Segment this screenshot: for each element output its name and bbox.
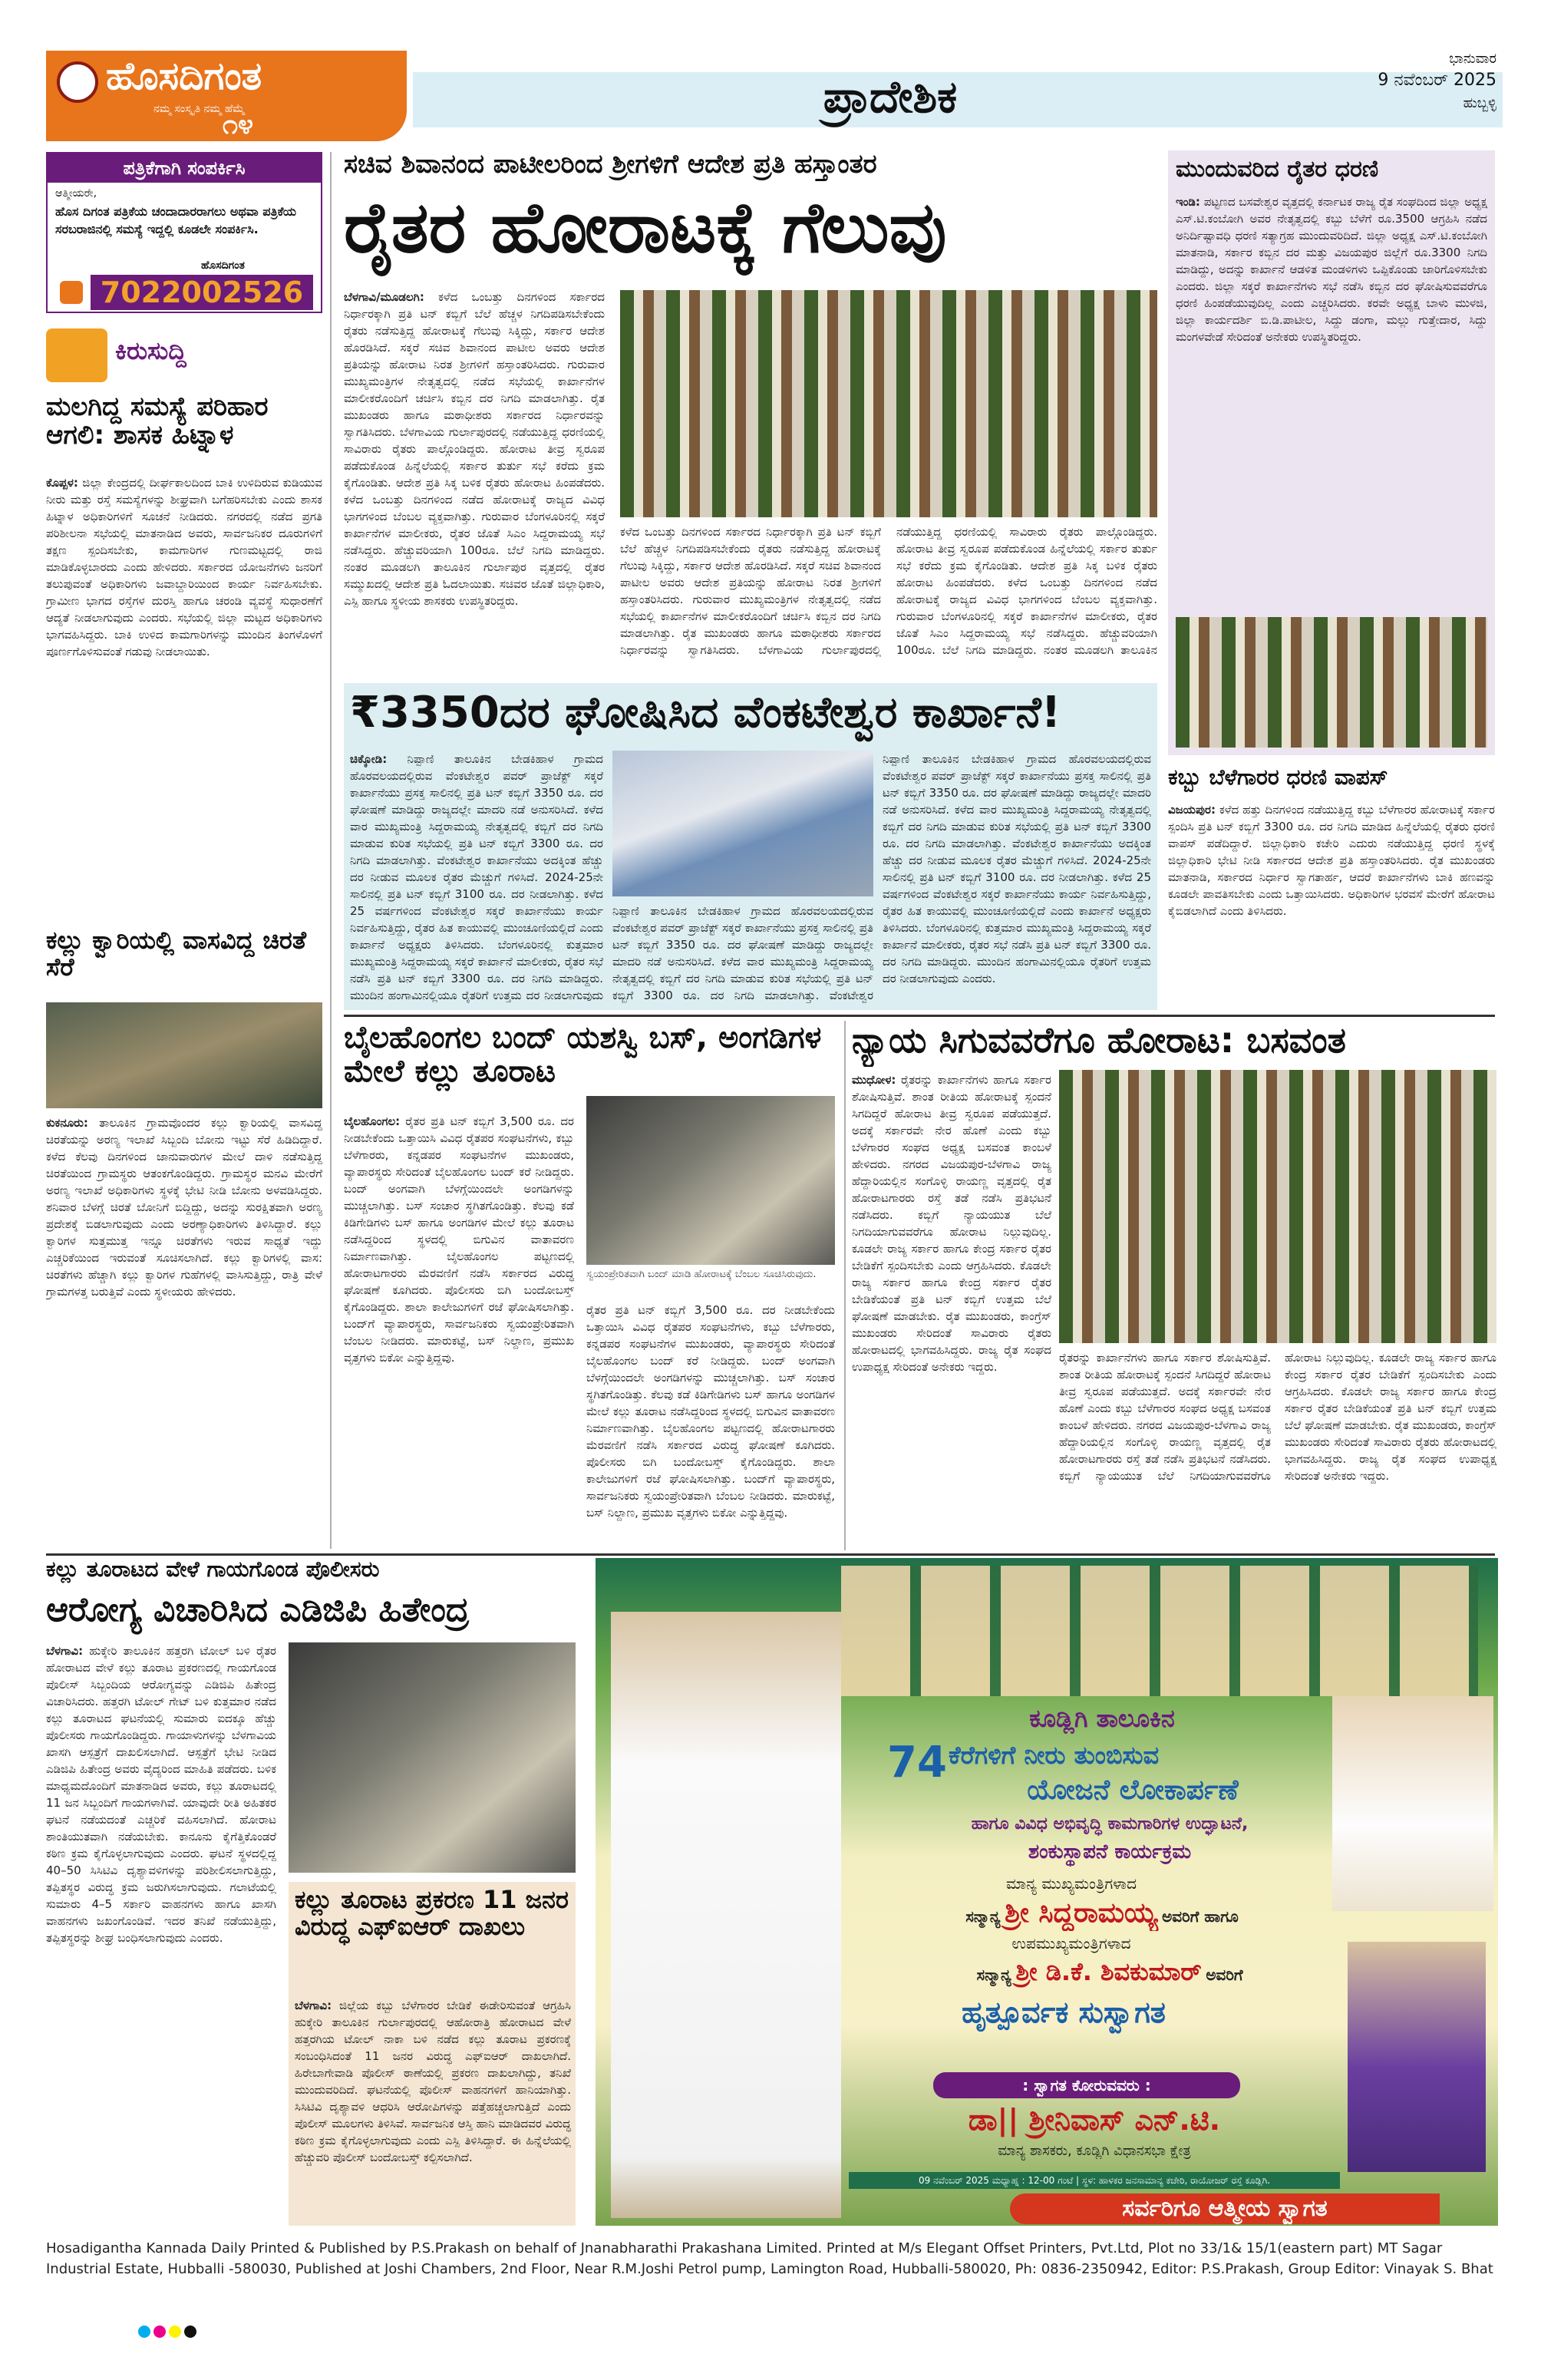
ad-dcm-line — [872, 1957, 1348, 1991]
lead-dateline: ಬೆಳಗಾವಿ/ಮೂಡಲಗಿ: — [344, 290, 424, 304]
mid-story-text-col3: ನಿಪ್ಪಾಣಿ ತಾಲೂಕಿನ ಬೇಡಕಿಹಾಳ ಗ್ರಾಮದ ಹೊರವಲಯದಲ್ಲಿರುವ ವೆಂಕಟೇಶ್ವರ ಪವರ್ ಪ್ರಾಜೆಕ್ಟ್ ಸಕ್ಕರೆ ಕಾರ್ಖಾನೆಯು ಪ್ರಸಕ್ತ ಸಾಲಿನಲ್ಲಿ ಪ್ರತಿ ಟನ್ ಕಬ್ಬಿಗೆ 3350 ರೂ. ದರ ಘೋಷಣೆ ಮಾಡಿದ್ದು ರಾಜ್ಯದಲ್ಲೇ ಮಾದರಿ ನಡೆ ಅನುಸರಿಸಿದೆ. ಕಳೆದ ವಾರ ಮುಖ್ಯಮಂತ್ರಿ ಸಿದ್ದರಾಮಯ್ಯ ನೇತೃತ್ವದಲ್ಲಿ ಕಬ್ಬಿಗೆ ದರ ನಿಗದಿ ಮಾಡುವ ಕುರಿತ ಸಭೆಯಲ್ಲಿ ಪ್ರತಿ ಟನ್ ಕಬ್ಬಿಗೆ 3300 ರೂ. ದರ ನಿಗದಿ ಮಾಡಲಾಗಿತ್ತು. ವೆಂಕಟೇಶ್ವರ ಕಾರ್ಖಾನೆಯು ಅದಕ್ಕಿಂತ ಹೆಚ್ಚು ದರ ನೀಡುವ ಮೂಲಕ ರೈತರ ಮೆಚ್ಚುಗೆ ಗಳಿಸಿದೆ. 2024-25ನೇ ಸಾಲಿನಲ್ಲಿ ಪ್ರತಿ ಟನ್ ಕಬ್ಬಿಗೆ 3100 ರೂ. ದರ ನೀಡಲಾಗಿತ್ತು. ಕಳೆದ 25 ವರ್ಷಗಳಿಂದ ವೆಂಕಟೇಶ್ವರ ಸಕ್ಕರೆ ಕಾರ್ಖಾನೆಯು ಕಾರ್ಯ ನಿರ್ವಹಿಸುತ್ತಿದ್ದು, ರೈತರ ಹಿತ ಕಾಯುವಲ್ಲಿ ಮುಂಚೂಣಿಯಲ್ಲಿದೆ ಎಂದು ಕಾರ್ಖಾನೆ ಅಧ್ಯಕ್ಷರು ತಿಳಿಸಿದರು. ಬೆಂಗಳೂರಿನಲ್ಲಿ ಕುತ್ತಮಾರ ಮುಖ್ಯಮಂತ್ರಿ ಸಿದ್ದರಾಮಯ್ಯ ಸಕ್ಕರೆ ಕಾರ್ಖಾನೆ ಮಾಲೀಕರು, ರೈತರ ಸಭೆ ನಡೆಸಿ ಪ್ರತಿ ಟನ್ ಕಬ್ಬಿಗೆ 3300 ರೂ. ದರ ನಿಗದಿ ಮಾಡಿದ್ದರು. ಮುಂದಿನ ಹಂಗಾಮಿನಲ್ಲಿಯೂ ರೈತರಿಗೆ ಉತ್ತಮ ದರ ನೀಡಲಾಗುವುದು ಎಂದರು. — [883, 752, 1151, 985]
basavanta-headline: ನ್ಯಾಯ ಸಿಗುವವರೆಗೂ ಹೋರಾಟ: ಬಸವಂತ — [852, 1021, 1347, 1061]
lead-kicker: ಸಚಿವ ಶಿವಾನಂದ ಪಾಟೀಲರಿಂದ ಶ್ರೀಗಳಿಗೆ ಆದೇಶ ಪ್ರತಿ ಹಸ್ತಾಂತರ — [344, 150, 877, 180]
left-story2-text: ತಾಲೂಕಿನ ಗ್ರಾಮವೊಂದರ ಕಲ್ಲು ಕ್ವಾರಿಯಲ್ಲಿ ವಾಸವಿದ್ದ ಚಿರತೆಯನ್ನು ಅರಣ್ಯ ಇಲಾಖೆ ಸಿಬ್ಬಂದಿ ಬೋನು ಇಟ್ಟು ಸೆರೆ ಹಿಡಿದಿದ್ದಾರೆ. ಕಳೆದ ಕೆಲವು ದಿನಗಳಿಂದ ಜಾನುವಾರುಗಳ ಮೇಲೆ ದಾಳಿ ನಡೆಸುತ್ತಿದ್ದ ಚಿರತೆಯಿಂದ ಗ್ರಾಮಸ್ಥರು ಆತಂಕಗೊಂಡಿದ್ದರು. ಗ್ರಾಮಸ್ಥರ ಮನವಿ ಮೇರೆಗೆ ಅರಣ್ಯ ಇಲಾಖೆ ಅಧಿಕಾರಿಗಳು ಸ್ಥಳಕ್ಕೆ ಭೇಟಿ ನೀಡಿ ಬೋನು ಅಳವಡಿಸಿದ್ದರು. ಶನಿವಾರ ಬೆಳಗ್ಗೆ ಚಿರತೆ ಬೋನಿಗೆ ಬಿದ್ದಿದ್ದು, ಅದನ್ನು ಸುರಕ್ಷಿತವಾಗಿ ಅರಣ್ಯ ಪ್ರದೇಶಕ್ಕೆ ಬಿಡಲಾಗುವುದು ಎಂದು ಅರಣ್ಯಾಧಿಕಾರಿಗಳು ತಿಳಿಸಿದ್ದಾರೆ. ಕಲ್ಲು ಕ್ವಾರಿಗಳ ಸುತ್ತಮುತ್ತ ಇನ್ನೂ ಚಿರತೆಗಳು ಇರುವ ಸಾಧ್ಯತೆ ಇದ್ದು ಎಚ್ಚರಿಕೆಯಿಂದ ಇರುವಂತೆ ಸೂಚಿಸಲಾಗಿದೆ. ಕಲ್ಲು ಕ್ವಾರಿಗಳಲ್ಲಿ ವಾಸ: ಚಿರತೆಗಳು ಹೆಚ್ಚಾಗಿ ಕಲ್ಲು ಕ್ವಾರಿಗಳ ಗುಹೆಗಳಲ್ಲಿ ವಾಸಿಸುತ್ತಿದ್ದು, ರಾತ್ರಿ ವೇಳೆ ಗ್ರಾಮಗಳತ್ತ ಬರುತ್ತಿವೆ ಎಂದು ಸ್ಥಳೀಯರು ಹೇಳಿದರು. — [46, 1116, 322, 1299]
ad-cm-line — [872, 1897, 1332, 1931]
bus-story-text-col2: ರೈತರ ಪ್ರತಿ ಟನ್ ಕಬ್ಬಿಗೆ 3,500 ರೂ. ದರ ನೀಡಬೇಕೆಂದು ಒತ್ತಾಯಿಸಿ ವಿವಿಧ ರೈತಪರ ಸಂಘಟನೆಗಳು, ಕಬ್ಬು ಬೆಳೆಗಾರರು, ಕನ್ನಡಪರ ಸಂಘಟನೆಗಳ ಮುಖಂಡರು, ವ್ಯಾಪಾರಸ್ಥರು ಸೇರಿದಂತೆ ಬೈಲಹೊಂಗಲ ಬಂದ್ ಕರೆ ನೀಡಿದ್ದರು. ಬಂದ್ ಅಂಗವಾಗಿ ಬೆಳಗ್ಗೆಯಿಂದಲೇ ಅಂಗಡಿಗಳನ್ನು ಮುಚ್ಚಲಾಗಿತ್ತು. ಬಸ್ ಸಂಚಾರ ಸ್ಥಗಿತಗೊಂಡಿತ್ತು. ಕೆಲವು ಕಡೆ ಕಿಡಿಗೇಡಿಗಳು ಬಸ್ ಹಾಗೂ ಅಂಗಡಿಗಳ ಮೇಲೆ ಕಲ್ಲು ತೂರಾಟ ನಡೆಸಿದ್ದರಿಂದ ಸ್ಥಳದಲ್ಲಿ ಬಿಗುವಿನ ವಾತಾವರಣ ನಿರ್ಮಾಣವಾಗಿತ್ತು. ಬೈಲಹೊಂಗಲ ಪಟ್ಟಣದಲ್ಲಿ ಹೋರಾಟಗಾರರು ಮೆರವಣಿಗೆ ನಡೆಸಿ ಸರ್ಕಾರದ ವಿರುದ್ಧ ಘೋಷಣೆ ಕೂಗಿದರು. ಪೊಲೀಸರು ಬಿಗಿ ಬಂದೋಬಸ್ತ್ ಕೈಗೊಂಡಿದ್ದರು. ಶಾಲಾ ಕಾಲೇಜುಗಳಿಗೆ ರಜೆ ಘೋಷಿಸಲಾಗಿತ್ತು. ಬಂದ್‌ಗೆ ವ್ಯಾಪಾರಸ್ಥರು, ಸಾರ್ವಜನಿಕರು ಸ್ವಯಂಪ್ರೇರಿತವಾಗಿ ಬೆಂಬಲ ನೀಡಿದರು. ಮಾರುಕಟ್ಟೆ, ಬಸ್ ನಿಲ್ದಾಣ, ಪ್ರಮುಖ ವೃತ್ತಗಳು ಬಿಕೋ ಎನ್ನುತ್ತಿದ್ದವು. — [586, 1303, 835, 1520]
masthead — [46, 45, 1504, 141]
section-divider-2 — [46, 1553, 1495, 1556]
ad-line4: ಶಂಕುಸ್ಥಾಪನೆ ಕಾರ್ಯಕ್ರಮ — [1028, 1840, 1192, 1863]
left-story1-headline: ಮಲಗಿದ್ದ ಸಮಸ್ಯೆ ಪರಿಹಾರ ಆಗಲಿ: ಶಾಸಕ ಹಿಟ್ನಾಳ — [46, 393, 269, 451]
ad-line2: ಯೋಜನೆ ಲೋಕಾರ್ಪಣೆ — [1027, 1774, 1239, 1806]
ad-mla-photo — [1348, 1942, 1486, 2172]
fir-box — [289, 1882, 576, 2226]
contact-sign: ಹೊಸದಿಗಂತ — [201, 259, 245, 272]
ad-welcomer-name: ಡಾ|| ಶ್ರೀನಿವಾಸ್ ಎನ್.ಟಿ. — [968, 2103, 1221, 2137]
contact-body: ಹೊಸ ದಿಗಂತ ಪತ್ರಿಕೆಯ ಚಂದಾದಾರರಾಗಲು ಅಥವಾ ಪತ್ರಿಕೆಯ ಸರಬರಾಜಿನಲ್ಲಿ ಸಮಸ್ಯೆ ಇದ್ದಲ್ಲಿ ಕೂಡಲೇ ಸಂಪರ್ಕಿಸಿ. — [55, 204, 297, 236]
mid-story-body-under-photo — [612, 903, 873, 1004]
ad-dcm-suffix: ಅವರಿಗೆ — [1206, 1966, 1243, 1984]
masthead-city: ಹುಬ್ಬಳ್ಳಿ — [1463, 95, 1496, 111]
ad-cm-photo — [611, 1612, 841, 2218]
ad-dcm-photo — [1332, 1696, 1493, 1911]
adgp-headline: ಆರೋಗ್ಯ ವಿಚಾರಿಸಿದ ಎಡಿಜಿಪಿ ಹಿತೇಂದ್ರ — [46, 1592, 470, 1629]
masthead-date: 9 ನವೆಂಬರ್ 2025 — [1378, 71, 1496, 90]
adgp-body — [46, 1642, 276, 2226]
leopard-photo — [46, 1002, 322, 1108]
masthead-logo-box — [46, 51, 407, 141]
logo-text: ಹೊಸದಿಗಂತ — [106, 54, 262, 98]
right-story2-headline: ಕಬ್ಬು ಬೆಳೆಗಾರರ ಧರಣಿ ವಾಪಸ್ — [1168, 766, 1388, 790]
lead-photo — [620, 290, 1157, 517]
ad-dcm-name: ಶ್ರೀ ಡಿ.ಕೆ. ಶಿವಕುಮಾರ್ — [1015, 1957, 1202, 1986]
ad-dcm-prefix: ಸನ್ಮಾನ್ಯ — [976, 1966, 1011, 1984]
bus-story-headline: ಬೈಲಹೊಂಗಲ ಬಂದ್ ಯಶಸ್ವಿ ಬಸ್, ಅಂಗಡಿಗಳ ಮೇಲೆ ಕಲ್ಲು ತೂರಾಟ — [344, 1021, 822, 1089]
right-story2-body — [1168, 801, 1495, 1008]
ad-event-line: 09 ನವೆಂಬರ್ 2025 ಮಧ್ಯಾಹ್ನ : 12-00 ಗಂಟೆ | ಸ್ಥಳ: ಹಾಳಕರ ಜನಸಾಮಾನ್ಯ ಕಚೇರಿ, ರಾಯೋಜರ್ ರಸ್ತೆ ಕೂಡ್ಲಿಗಿ. — [849, 2172, 1340, 2189]
ad-taluk-line: ಕೂಡ್ಲಿಗಿ ತಾಲೂಕಿನ — [1029, 1704, 1175, 1733]
right-story1-dateline: ಇಂಡಿ: — [1176, 195, 1200, 209]
imprint: Hosadigantha Kannada Daily Printed & Published by P.S.Prakash on behalf of Jnanabharathi Prakashana Limited. Printed at M/s Elegant Offset Printers, Pvt.Ltd, Plot no 33/1& 15/1(eastern part) MT Sagar Industrial Estate, Hubballi -580030, Published at Joshi Chambers, 2nd Floor, Near R.M.Joshi Petrol pump, Lamington Road, Hubballi-580020, Ph: 0836-2350942, Editor: P.S.Prakash, Group Editor: Vinayak S. Bhat — [46, 2240, 1493, 2277]
ad-cm-suffix: ಅವರಿಗೆ ಹಾಗೂ — [1162, 1907, 1239, 1926]
fir-dateline: ಬೆಳಗಾವಿ: — [295, 1999, 332, 2012]
basavanta-dateline: ಮುಧೋಳ: — [852, 1073, 896, 1087]
right-story1-box — [1168, 150, 1495, 755]
right-story1-photo — [1176, 617, 1487, 748]
column-rule-2 — [844, 1021, 846, 1550]
adgp-photo — [289, 1642, 576, 1873]
adgp-text: ಹುಕ್ಕೇರಿ ತಾಲೂಕಿನ ಹತ್ತರಗಿ ಟೋಲ್ ಬಳಿ ರೈತರ ಹೋರಾಟದ ವೇಳೆ ಕಲ್ಲು ತೂರಾಟ ಪ್ರಕರಣದಲ್ಲಿ ಗಾಯಗೊಂಡ ಪೊಲೀಸ್ ಸಿಬ್ಬಂದಿಯ ಆರೋಗ್ಯವನ್ನು ಎಡಿಜಿಪಿ ಹಿತೇಂದ್ರ ವಿಚಾರಿಸಿದರು. ಹತ್ತರಗಿ ಟೋಲ್ ಗೇಟ್ ಬಳಿ ಕುತ್ತಮಾರ ನಡೆದ ಕಲ್ಲು ತೂರಾಟದ ಘಟನೆಯಲ್ಲಿ ಸುಮಾರು ಐದಕ್ಕೂ ಹೆಚ್ಚು ಪೊಲೀಸರು ಗಾಯಗೊಂಡಿದ್ದರು. ಗಾಯಾಳುಗಳನ್ನು ಬೆಳಗಾವಿಯ ಖಾಸಗಿ ಆಸ್ಪತ್ರೆಗೆ ದಾಖಲಿಸಲಾಗಿದೆ. ಆಸ್ಪತ್ರೆಗೆ ಭೇಟಿ ನೀಡಿದ ಎಡಿಜಿಪಿ ಹಿತೇಂದ್ರ ಅವರು ವೈದ್ಯರಿಂದ ಮಾಹಿತಿ ಪಡೆದರು. ಬಳಿಕ ಮಾಧ್ಯಮದೊಂದಿಗೆ ಮಾತನಾಡಿದ ಅವರು, ಕಲ್ಲು ತೂರಾಟದಲ್ಲಿ 11 ಜನ ಸಿಬ್ಬಂದಿಗೆ ಗಾಯಗಳಾಗಿವೆ. ಯಾವುದೇ ರೀತಿ ಅಹಿತಕರ ಘಟನೆ ನಡೆಯದಂತೆ ಎಚ್ಚರಿಕೆ ವಹಿಸಲಾಗಿದೆ. ಹೋರಾಟ ಶಾಂತಿಯುತವಾಗಿ ನಡೆಯಬೇಕು. ಕಾನೂನು ಕೈಗೆತ್ತಿಕೊಂಡರೆ ಕಠಿಣ ಕ್ರಮ ಕೈಗೊಳ್ಳಲಾಗುವುದು ಎಂದರು. ಘಟನೆ ಸ್ಥಳದಲ್ಲಿದ್ದ 40–50 ಸಿಸಿಟಿವಿ ದೃಶ್ಯಾವಳಿಗಳನ್ನು ಪರಿಶೀಲಿಸಲಾಗುತ್ತಿದ್ದು, ತಪ್ಪಿತಸ್ಥರ ವಿರುದ್ಧ ಕ್ರಮ ಜರುಗಿಸಲಾಗುವುದು. ಗಲಾಟೆಯಲ್ಲಿ ಸುಮಾರು 4–5 ಸರ್ಕಾರಿ ವಾಹನಗಳು ಹಾಗೂ ಖಾಸಗಿ ವಾಹನಗಳು ಜಖಂಗೊಂಡಿವೆ. ಇದರ ತನಿಖೆ ನಡೆಯುತ್ತಿದ್ದು, ತಪ್ಪಿತಸ್ಥರನ್ನು ಶೀಘ್ರ ಬಂಧಿಸಲಾಗುವುದು ಎಂದರು. — [46, 1644, 276, 1945]
logo-emblem-icon — [57, 61, 98, 103]
fir-headline: ಕಲ್ಲು ತೂರಾಟ ಪ್ರಕರಣ 11 ಜನರ ವಿರುದ್ಧ ಎಫ್‌ಐಆರ್ ದಾಖಲು — [295, 1887, 569, 1942]
ad-line1: ಕೆರೆಗಳಿಗೆ ನೀರು ತುಂಬಿಸುವ — [949, 1741, 1160, 1770]
masthead-day: ಭಾನುವಾರ — [1449, 51, 1496, 67]
right-story1-text: ಪಟ್ಟಣದ ಬಸವೇಶ್ವರ ವೃತ್ತದಲ್ಲಿ ಕರ್ನಾಟಕ ರಾಜ್ಯ ರೈತ ಸಂಘದಿಂದ ಜಿಲ್ಲಾ ಅಧ್ಯಕ್ಷ ಎಸ್.ಟಿ.ಕಂಬೋಗಿ ಅವರ ನೇತೃತ್ವದಲ್ಲಿ ಕಬ್ಬು ಬೆಳೆಗೆ ರೂ.3500 ಆಗ್ರಹಿಸಿ ನಡೆದ ಅನಿರ್ದಿಷ್ಟಾವಧಿ ಧರಣಿ ಸತ್ಯಾಗ್ರಹ ಮುಂದುವರಿದಿದೆ. ಜಿಲ್ಲಾ ಅಧ್ಯಕ್ಷ ಎಸ್.ಟಿ.ಕಂಬೋಗಿ ಮಾತನಾಡಿ, ಸರ್ಕಾರ ಕಬ್ಬಿನ ದರ ಮತ್ತು ವಿಜಯಪುರ ಜಿಲ್ಲೆಗೆ ರೂ.3300 ನಿಗದಿ ಮಾಡಿದ್ದು, ಅದನ್ನು ಕಾರ್ಖಾನೆ ಆಡಳಿತ ಮಂಡಳಿಗಳು ಒಪ್ಪಿಕೊಂಡು ಜಾರಿಗೊಳಿಸಬೇಕು ಎಂದರು. ಜಿಲ್ಲಾ ಸಕ್ಕರೆ ಕಾರ್ಖಾನೆಗಳು ಸಭೆ ನಡೆಸಿ ಕಬ್ಬಿನ ದರ ಘೋಷಿಸುವವರೆಗೂ ಧರಣಿ ಹಿಂಪಡೆಯುವುದಿಲ್ಲ ಎಂದು ಎಚ್ಚರಿಸಿದರು. ಕರವೇ ಅಧ್ಯಕ್ಷ ಬಾಳು ಮುಳಜಿ, ಜಿಲ್ಲಾ ಕಾರ್ಯದರ್ಶಿ ಬಿ.ಡಿ.ಪಾಟೀಲ, ಸಿದ್ದು ಡಂಗಾ, ಮಲ್ಲು ಗುತ್ತೇದಾರ, ಸಿದ್ದು ಮಂಗಳವೇಡೆ ಸೇರಿದಂತೆ ಅನೇಕರು ಉಪಸ್ಥಿತರಿದ್ದರು. — [1176, 195, 1487, 344]
mid-story-text-under-photo: ನಿಪ್ಪಾಣಿ ತಾಲೂಕಿನ ಬೇಡಕಿಹಾಳ ಗ್ರಾಮದ ಹೊರವಲಯದಲ್ಲಿರುವ ವೆಂಕಟೇಶ್ವರ ಪವರ್ ಪ್ರಾಜೆಕ್ಟ್ ಸಕ್ಕರೆ ಕಾರ್ಖಾನೆಯು ಪ್ರಸಕ್ತ ಸಾಲಿನಲ್ಲಿ ಪ್ರತಿ ಟನ್ ಕಬ್ಬಿಗೆ 3350 ರೂ. ದರ ಘೋಷಣೆ ಮಾಡಿದ್ದು ರಾಜ್ಯದಲ್ಲೇ ಮಾದರಿ ನಡೆ ಅನುಸರಿಸಿದೆ. ಕಳೆದ ವಾರ ಮುಖ್ಯಮಂತ್ರಿ ಸಿದ್ದರಾಮಯ್ಯ ನೇತೃತ್ವದಲ್ಲಿ ಕಬ್ಬಿಗೆ ದರ ನಿಗದಿ ಮಾಡುವ ಕುರಿತ ಸಭೆಯಲ್ಲಿ ಪ್ರತಿ ಟನ್ ಕಬ್ಬಿಗೆ 3300 ರೂ. ದರ ನಿಗದಿ ಮಾಡಲಾಗಿತ್ತು. ವೆಂಕಟೇಶ್ವರ — [612, 904, 873, 1002]
contact-box — [46, 152, 322, 313]
mid-story-text: ನಿಪ್ಪಾಣಿ ತಾಲೂಕಿನ ಬೇಡಕಿಹಾಳ ಗ್ರಾಮದ ಹೊರವಲಯದಲ್ಲಿರುವ ವೆಂಕಟೇಶ್ವರ ಪವರ್ ಪ್ರಾಜೆಕ್ಟ್ ಸಕ್ಕರೆ ಕಾರ್ಖಾನೆಯು ಪ್ರಸಕ್ತ ಸಾಲಿನಲ್ಲಿ ಪ್ರತಿ ಟನ್ ಕಬ್ಬಿಗೆ 3350 ರೂ. ದರ ಘೋಷಣೆ ಮಾಡಿದ್ದು ರಾಜ್ಯದಲ್ಲೇ ಮಾದರಿ ನಡೆ ಅನುಸರಿಸಿದೆ. ಕಳೆದ ವಾರ ಮುಖ್ಯಮಂತ್ರಿ ಸಿದ್ದರಾಮಯ್ಯ ನೇತೃತ್ವದಲ್ಲಿ ಕಬ್ಬಿಗೆ ದರ ನಿಗದಿ ಮಾಡುವ ಕುರಿತ ಸಭೆಯಲ್ಲಿ ಪ್ರತಿ ಟನ್ ಕಬ್ಬಿಗೆ 3300 ರೂ. ದರ ನಿಗದಿ ಮಾಡಲಾಗಿತ್ತು. ವೆಂಕಟೇಶ್ವರ ಕಾರ್ಖಾನೆಯು ಅದಕ್ಕಿಂತ ಹೆಚ್ಚು ದರ ನೀಡುವ ಮೂಲಕ ರೈತರ ಮೆಚ್ಚುಗೆ ಗಳಿಸಿದೆ. 2024-25ನೇ ಸಾಲಿನಲ್ಲಿ ಪ್ರತಿ ಟನ್ ಕಬ್ಬಿಗೆ 3100 ರೂ. ದರ ನೀಡಲಾಗಿತ್ತು. ಕಳೆದ 25 ವರ್ಷಗಳಿಂದ ವೆಂಕಟೇಶ್ವರ ಸಕ್ಕರೆ ಕಾರ್ಖಾನೆಯು ಕಾರ್ಯ ನಿರ್ವಹಿಸುತ್ತಿದ್ದು, ರೈತರ ಹಿತ ಕಾಯುವಲ್ಲಿ ಮುಂಚೂಣಿಯಲ್ಲಿದೆ ಎಂದು ಕಾರ್ಖಾನೆ ಅಧ್ಯಕ್ಷರು ತಿಳಿಸಿದರು. ಬೆಂಗಳೂರಿನಲ್ಲಿ ಕುತ್ತಮಾರ ಮುಖ್ಯಮಂತ್ರಿ ಸಿದ್ದರಾಮಯ್ಯ ಸಕ್ಕರೆ ಕಾರ್ಖಾನೆ ಮಾಲೀಕರು, ರೈತರ ಸಭೆ ನಡೆಸಿ ಪ್ರತಿ ಟನ್ ಕಬ್ಬಿಗೆ 3300 ರೂ. ದರ ನಿಗದಿ ಮಾಡಿದ್ದರು. ಮುಂದಿನ ಹಂಗಾಮಿನಲ್ಲಿಯೂ ರೈತರಿಗೆ ಉತ್ತಮ ದರ ನೀಡಲಾಗುವುದು — [350, 752, 603, 1002]
basavanta-body — [852, 1071, 1051, 1532]
bus-story-dateline: ಬೈಲಹೊಂಗಲ: — [344, 1114, 401, 1128]
mid-story-box — [344, 683, 1157, 1010]
ad-dcm-title: ಉಪಮುಖ್ಯಮಂತ್ರಿಗಳಾದ — [1011, 1934, 1131, 1953]
bus-story-body-col2 — [586, 1302, 835, 1543]
kirusuddi-label: ಕಿರುಸುದ್ದಿ — [115, 336, 186, 365]
kirusuddi-banner — [46, 328, 276, 382]
mid-story-body — [350, 751, 603, 1004]
advertisement — [596, 1558, 1498, 2226]
ad-cm-title: ಮಾನ್ಯ ಮುಖ್ಯಮಂತ್ರಿಗಳಾದ — [1006, 1874, 1137, 1893]
logo-tagline: ನಮ್ಮ ಸಂಸ್ಕೃತಿ ನಮ್ಮ ಹೆಮ್ಮೆ — [153, 103, 246, 115]
pointing-hand-icon — [46, 328, 107, 382]
right-story2-dateline: ವಿಜಯಪುರ: — [1168, 803, 1216, 817]
phone-icon — [60, 281, 83, 304]
left-story2-headline: ಕಲ್ಲು ಕ್ವಾರಿಯಲ್ಲಿ ವಾಸವಿದ್ದ ಚಿರತೆ ಸೆರೆ — [46, 927, 307, 982]
fir-body — [295, 1997, 571, 2221]
basavanta-photo — [1059, 1070, 1496, 1343]
ad-footer: ಸರ್ವರಿಗೂ ಆತ್ಮೀಯ ಸ್ವಾಗತ — [1010, 2193, 1440, 2224]
section-divider — [344, 1015, 1495, 1017]
bus-story-text: ರೈತರ ಪ್ರತಿ ಟನ್ ಕಬ್ಬಿಗೆ 3,500 ರೂ. ದರ ನೀಡಬೇಕೆಂದು ಒತ್ತಾಯಿಸಿ ವಿವಿಧ ರೈತಪರ ಸಂಘಟನೆಗಳು, ಕಬ್ಬು ಬೆಳೆಗಾರರು, ಕನ್ನಡಪರ ಸಂಘಟನೆಗಳ ಮುಖಂಡರು, ವ್ಯಾಪಾರಸ್ಥರು ಸೇರಿದಂತೆ ಬೈಲಹೊಂಗಲ ಬಂದ್ ಕರೆ ನೀಡಿದ್ದರು. ಬಂದ್ ಅಂಗವಾಗಿ ಬೆಳಗ್ಗೆಯಿಂದಲೇ ಅಂಗಡಿಗಳನ್ನು ಮುಚ್ಚಲಾಗಿತ್ತು. ಬಸ್ ಸಂಚಾರ ಸ್ಥಗಿತಗೊಂಡಿತ್ತು. ಕೆಲವು ಕಡೆ ಕಿಡಿಗೇಡಿಗಳು ಬಸ್ ಹಾಗೂ ಅಂಗಡಿಗಳ ಮೇಲೆ ಕಲ್ಲು ತೂರಾಟ ನಡೆಸಿದ್ದರಿಂದ ಸ್ಥಳದಲ್ಲಿ ಬಿಗುವಿನ ವಾತಾವರಣ ನಿರ್ಮಾಣವಾಗಿತ್ತು. ಬೈಲಹೊಂಗಲ ಪಟ್ಟಣದಲ್ಲಿ ಹೋರಾಟಗಾರರು ಮೆರವಣಿಗೆ ನಡೆಸಿ ಸರ್ಕಾರದ ವಿರುದ್ಧ ಘೋಷಣೆ ಕೂಗಿದರು. ಪೊಲೀಸರು ಬಿಗಿ ಬಂದೋಬಸ್ತ್ ಕೈಗೊಂಡಿದ್ದರು. ಶಾಲಾ ಕಾಲೇಜುಗಳಿಗೆ ರಜೆ ಘೋಷಿಸಲಾಗಿತ್ತು. ಬಂದ್‌ಗೆ ವ್ಯಾಪಾರಸ್ಥರು, ಸಾರ್ವಜನಿಕರು ಸ್ವಯಂಪ್ರೇರಿತವಾಗಿ ಬೆಂಬಲ ನೀಡಿದರು. ಮಾರುಕಟ್ಟೆ, ಬಸ್ ನಿಲ್ದಾಣ, ಪ್ರಮುಖ ವೃತ್ತಗಳು ಬಿಕೋ ಎನ್ನುತ್ತಿದ್ದವು. — [344, 1114, 574, 1365]
left-story1-dateline: ಕೊಪ್ಪಳ: — [46, 476, 78, 490]
ad-number: 74 — [887, 1738, 947, 1787]
ad-line3: ಹಾಗೂ ವಿವಿಧ ಅಭಿವೃದ್ಧಿ ಕಾಮಗಾರಿಗಳ ಉದ್ಘಾಟನೆ, — [971, 1814, 1249, 1834]
lead-headline: ರೈತರ ಹೋರಾಟಕ್ಕೆ ಗೆಲುವು — [344, 189, 947, 269]
right-story1-headline: ಮುಂದುವರಿದ ರೈತರ ಧರಣಿ — [1176, 157, 1379, 183]
color-registration-marks — [138, 2326, 1443, 2344]
basavanta-body-under-photo — [1059, 1349, 1496, 1541]
page-number: ೧೪ — [222, 109, 254, 140]
basavanta-text-under-photo: ರೈತರನ್ನು ಕಾರ್ಖಾನೆಗಳು ಹಾಗೂ ಸರ್ಕಾರ ಶೋಷಿಸುತ್ತಿವೆ. ಶಾಂತ ರೀತಿಯ ಹೋರಾಟಕ್ಕೆ ಸ್ಪಂದನೆ ಸಿಗದಿದ್ದರೆ ಹೋರಾಟ ತೀವ್ರ ಸ್ವರೂಪ ಪಡೆಯುತ್ತದೆ. ಅದಕ್ಕೆ ಸರ್ಕಾರವೇ ನೇರ ಹೊಣೆ ಎಂದು ಕಬ್ಬು ಬೆಳೆಗಾರರ ಸಂಘದ ಅಧ್ಯಕ್ಷ ಬಸವಂತ ಕಾಂಬಳೆ ಹೇಳಿದರು. ನಗರದ ವಿಜಯಪುರ-ಬೆಳಗಾವಿ ರಾಜ್ಯ ಹೆದ್ದಾರಿಯಲ್ಲಿನ ಸಂಗೊಳ್ಳಿ ರಾಯಣ್ಣ ವೃತ್ತದಲ್ಲಿ ರೈತ ಹೋರಾಟಗಾರರು ರಸ್ತೆ ತಡೆ ನಡೆಸಿ ಪ್ರತಿಭಟನೆ ನಡೆಸಿದರು. ಕಬ್ಬಿಗೆ ನ್ಯಾಯಯುತ ಬೆಲೆ ನಿಗದಿಯಾಗುವವರೆಗೂ ಹೋರಾಟ ನಿಲ್ಲುವುದಿಲ್ಲ. ಕೂಡಲೇ ರಾಜ್ಯ ಸರ್ಕಾರ ಹಾಗೂ ಕೇಂದ್ರ ಸರ್ಕಾರ ರೈತರ ಬೇಡಿಕೆಗೆ ಸ್ಪಂದಿಸಬೇಕು ಎಂದು ಆಗ್ರಹಿಸಿದರು. ಕೊಡಲೇ ರಾಜ್ಯ ಸರ್ಕಾರ ಹಾಗೂ ಕೇಂದ್ರ ಸರ್ಕಾರ ರೈತರ ಬೇಡಿಕೆಯಂತೆ ಪ್ರತಿ ಟನ್ ಕಬ್ಬಿಗೆ ಉತ್ತಮ ಬೆಲೆ ಘೋಷಣೆ ಮಾಡಬೇಕು. ರೈತ ಮುಖಂಡರು, ಕಾಂಗ್ರೆಸ್ ಮುಖಂಡರು ಸೇರಿದಂತೆ ಸಾವಿರಾರು ರೈತರು ಹೋರಾಟದಲ್ಲಿ ಭಾಗವಹಿಸಿದ್ದರು. ರಾಜ್ಯ ರೈತ ಸಂಘದ ಉಪಾಧ್ಯಕ್ಷ ಸೇರಿದಂತೆ ಅನೇಕರು ಇದ್ದರು. — [1059, 1351, 1496, 1483]
bus-story-photo — [586, 1096, 835, 1265]
left-story1-body — [46, 474, 322, 918]
lead-body — [344, 289, 605, 672]
ad-welcomer-role: ಮಾನ್ಯ ಶಾಸಕರು, ಕೂಡ್ಲಿಗಿ ವಿಧಾನಸಭಾ ಕ್ಷೇತ್ರ — [998, 2143, 1191, 2159]
right-story2-text: ಕಳೆದ ಹತ್ತು ದಿನಗಳಿಂದ ನಡೆಯುತ್ತಿದ್ದ ಕಬ್ಬು ಬೆಳೆಗಾರರ ಹೋರಾಟಕ್ಕೆ ಸರ್ಕಾರ ಸ್ಪಂದಿಸಿ ಪ್ರತಿ ಟನ್ ಕಬ್ಬಿಗೆ 3300 ರೂ. ದರ ನಿಗದಿ ಮಾಡಿದ ಹಿನ್ನೆಲೆಯಲ್ಲಿ ರೈತರು ಧರಣಿ ವಾಪಸ್ ಪಡೆದಿದ್ದಾರೆ. ಜಿಲ್ಲಾಧಿಕಾರಿ ಕಚೇರಿ ಎದುರು ನಡೆಯುತ್ತಿದ್ದ ಧರಣಿ ಸ್ಥಳಕ್ಕೆ ಜಿಲ್ಲಾಧಿಕಾರಿ ಭೇಟಿ ನೀಡಿ ಸರ್ಕಾರದ ಆದೇಶ ಪ್ರತಿ ಹಸ್ತಾಂತರಿಸಿದರು. ರೈತ ಮುಖಂಡರು ಮಾತನಾಡಿ, ಸರ್ಕಾರದ ನಿರ್ಧಾರ ಸ್ವಾಗತಾರ್ಹ, ಆದರೆ ಕಾರ್ಖಾನೆಗಳು ಬಾಕಿ ಹಣವನ್ನು ಕೂಡಲೇ ಪಾವತಿಸಬೇಕು ಎಂದು ಒತ್ತಾಯಿಸಿದರು. ಅಧಿಕಾರಿಗಳ ಭರವಸೆ ಮೇರೆಗೆ ಹೋರಾಟ ಕೈಬಿಡಲಾಗಿದೆ ಎಂದು ತಿಳಿಸಿದರು. — [1168, 803, 1495, 918]
bus-story-body — [344, 1113, 574, 1543]
ad-cm-name: ಶ್ರೀ ಸಿದ್ದರಾಮಯ್ಯ — [1005, 1897, 1158, 1929]
adgp-kicker: ಕಲ್ಲು ತೂರಾಟದ ವೇಳೆ ಗಾಯಗೊಂಡ ಪೊಲೀಸರು — [46, 1558, 380, 1582]
ad-leader-photos — [841, 1566, 1478, 1696]
ad-cm-prefix: ಸನ್ಮಾನ್ಯ — [965, 1907, 1001, 1926]
fir-text: ಜಿಲ್ಲೆಯ ಕಬ್ಬು ಬೆಳೆಗಾರರ ಬೇಡಿಕೆ ಈಡೇರಿಸುವಂತೆ ಆಗ್ರಹಿಸಿ ಹುಕ್ಕೇರಿ ತಾಲೂಕಿನ ಗುರ್ಲಾಪುರದಲ್ಲಿ ಆಹೋರಾತ್ರಿ ಹೋರಾಟದ ವೇಳೆ ಹತ್ತರಗಿಯ ಟೋಲ್ ನಾಕಾ ಬಳಿ ನಡೆದ ಕಲ್ಲು ತೂರಾಟ ಪ್ರಕರಣಕ್ಕೆ ಸಂಬಂಧಿಸಿದಂತೆ 11 ಜನರ ವಿರುದ್ಧ ಎಫ್‌ಐಆರ್ ದಾಖಲಾಗಿದೆ. ಹಿರೇಬಾಗೇವಾಡಿ ಪೊಲೀಸ್ ಠಾಣೆಯಲ್ಲಿ ಪ್ರಕರಣ ದಾಖಲಾಗಿದ್ದು, ತನಿಖೆ ಮುಂದುವರಿದಿದೆ. ಘಟನೆಯಲ್ಲಿ ಪೊಲೀಸ್ ವಾಹನಗಳಿಗೆ ಹಾನಿಯಾಗಿತ್ತು. ಸಿಸಿಟಿವಿ ದೃಶ್ಯಾವಳಿ ಆಧರಿಸಿ ಆರೋಪಿಗಳನ್ನು ಪತ್ತೆಹಚ್ಚಲಾಗುತ್ತಿದೆ ಎಂದು ಪೊಲೀಸ್ ಮೂಲಗಳು ತಿಳಿಸಿವೆ. ಸಾರ್ವಜನಿಕ ಆಸ್ತಿ ಹಾನಿ ಮಾಡಿದವರ ವಿರುದ್ಧ ಕಠಿಣ ಕ್ರಮ ಕೈಗೊಳ್ಳಲಾಗುವುದು ಎಂದು ಎಸ್ಪಿ ತಿಳಿಸಿದ್ದಾರೆ. ಈ ಹಿನ್ನೆಲೆಯಲ್ಲಿ ಹೆಚ್ಚುವರಿ ಪೊಲೀಸ್ ಬಂದೋಬಸ್ತ್ ಕಲ್ಪಿಸಲಾಗಿದೆ. — [295, 1999, 571, 2164]
column-rule — [330, 152, 332, 1549]
lead-body-continued — [620, 523, 1157, 674]
left-story2-body — [46, 1114, 322, 1544]
adgp-dateline: ಬೆಳಗಾವಿ: — [46, 1644, 84, 1658]
bus-story-caption: ಸ್ವಯಂಪ್ರೇರಿತವಾಗಿ ಬಂದ್ ಮಾಡಿ ಹೋರಾಟಕ್ಕೆ ಬೆಂಬಲ ಸೂಚಿಸಿರುವುದು. — [586, 1269, 817, 1280]
left-story2-dateline: ಕುಕನೂರು: — [46, 1116, 88, 1130]
lead-text: ಕಳೆದ ಒಂಬತ್ತು ದಿನಗಳಿಂದ ಸರ್ಕಾರದ ನಿರ್ಧಾರಕ್ಕಾಗಿ ಪ್ರತಿ ಟನ್ ಕಬ್ಬಿಗೆ ಬೆಲೆ ಹೆಚ್ಚಳ ನಿಗದಿಪಡಿಸಬೇಕೆಂದು ರೈತರು ನಡೆಸುತ್ತಿದ್ದ ಹೋರಾಟಕ್ಕೆ ಗೆಲುವು ಸಿಕ್ಕಿದ್ದು, ಸರ್ಕಾರ ಆದೇಶ ಹೊರಡಿಸಿದೆ. ಸಕ್ಕರೆ ಸಚಿವ ಶಿವಾನಂದ ಪಾಟೀಲ ಅವರು ಆದೇಶ ಪ್ರತಿಯನ್ನು ಹೋರಾಟ ನಿರತ ಶ್ರೀಗಳಿಗೆ ಹಸ್ತಾಂತರಿಸಿದರು. ಗುರುವಾರ ಮುಖ್ಯಮಂತ್ರಿಗಳ ನೇತೃತ್ವದಲ್ಲಿ ನಡೆದ ಸಭೆಯಲ್ಲಿ ಕಾರ್ಖಾನೆಗಳ ಮಾಲೀಕರೊಂದಿಗೆ ಚರ್ಚಿಸಿ ಕಬ್ಬಿನ ದರ ನಿಗದಿ ಮಾಡಲಾಗಿತ್ತು. ರೈತ ಮುಖಂಡರು ಹಾಗೂ ಮಠಾಧೀಶರು ಸರ್ಕಾರದ ನಿರ್ಧಾರವನ್ನು ಸ್ವಾಗತಿಸಿದರು. ಬೆಳಗಾವಿಯ ಗುರ್ಲಾಪುರದಲ್ಲಿ ನಡೆಯುತ್ತಿದ್ದ ಧರಣಿಯಲ್ಲಿ ಸಾವಿರಾರು ರೈತರು ಪಾಲ್ಗೊಂಡಿದ್ದರು. ಹೋರಾಟ ತೀವ್ರ ಸ್ವರೂಪ ಪಡೆದುಕೊಂಡ ಹಿನ್ನೆಲೆಯಲ್ಲಿ ಸರ್ಕಾರ ತುರ್ತು ಸಭೆ ಕರೆದು ಕ್ರಮ ಕೈಗೊಂಡಿತು. ಆದೇಶ ಪ್ರತಿ ಸಿಕ್ಕ ಬಳಿಕ ರೈತರು ಹೋರಾಟ ಹಿಂಪಡೆದರು. ಕಳೆದ ಒಂಬತ್ತು ದಿನಗಳಿಂದ ನಡೆದ ಹೋರಾಟಕ್ಕೆ ರಾಜ್ಯದ ವಿವಿಧ ಭಾಗಗಳಿಂದ ಬೆಂಬಲ ವ್ಯಕ್ತವಾಗಿತ್ತು. ಗುರುವಾರ ಬೆಂಗಳೂರಿನಲ್ಲಿ ಸಕ್ಕರೆ ಕಾರ್ಖಾನೆಗಳ ಮಾಲೀಕರು, ರೈತರ ಜೊತೆ ಸಿಎಂ ಸಿದ್ದರಾಮಯ್ಯ ಸಭೆ ನಡೆಸಿದ್ದರು. ಹೆಚ್ಚುವರಿಯಾಗಿ 100ರೂ. ಬೆಲೆ ನಿಗದಿ ಮಾಡಿದ್ದರು. ನಂತರ ಮೂಡಲಗಿ ತಾಲೂಕಿನ ಗುರ್ಲಾಪುರ ವೃತ್ತದಲ್ಲಿ ರೈತರ ಸಮ್ಮುಖದಲ್ಲಿ ಆದೇಶ ಪ್ರತಿ ಓದಲಾಯಿತು. ಸಚಿವರ ಜೊತೆ ಜಿಲ್ಲಾಧಿಕಾರಿ, ಎಸ್ಪಿ ಹಾಗೂ ಸ್ಥಳೀಯ ಶಾಸಕರು ಉಪಸ್ಥಿತರಿದ್ದರು. — [344, 290, 605, 608]
contact-phone: 7022002526 — [91, 275, 313, 310]
right-story1-body — [1176, 193, 1487, 608]
section-title: ಪ್ರಾದೇಶಿಕ — [823, 71, 958, 123]
left-story1-text: ಜಿಲ್ಲಾ ಕೇಂದ್ರದಲ್ಲಿ ದೀರ್ಘಕಾಲದಿಂದ ಬಾಕಿ ಉಳಿದಿರುವ ಕುಡಿಯುವ ನೀರು ಮತ್ತು ರಸ್ತೆ ಸಮಸ್ಯೆಗಳನ್ನು ಶೀಘ್ರವಾಗಿ ಬಗೆಹರಿಸಬೇಕು ಎಂದು ಶಾಸಕ ಹಿಟ್ನಾಳ ಅಧಿಕಾರಿಗಳಿಗೆ ಸೂಚನೆ ನೀಡಿದರು. ನಗರದಲ್ಲಿ ನಡೆದ ಪ್ರಗತಿ ಪರಿಶೀಲನಾ ಸಭೆಯಲ್ಲಿ ಮಾತನಾಡಿದ ಅವರು, ಸಾರ್ವಜನಿಕರ ದೂರುಗಳಿಗೆ ತಕ್ಷಣ ಸ್ಪಂದಿಸಬೇಕು, ಕಾಮಗಾರಿಗಳ ಗುಣಮಟ್ಟದಲ್ಲಿ ರಾಜಿ ಮಾಡಿಕೊಳ್ಳಬಾರದು ಎಂದು ಹೇಳಿದರು. ಸರ್ಕಾರದ ಯೋಜನೆಗಳು ಜನರಿಗೆ ತಲುಪುವಂತೆ ಅಧಿಕಾರಿಗಳು ಜವಾಬ್ದಾರಿಯಿಂದ ಕಾರ್ಯ ನಿರ್ವಹಿಸಬೇಕು. ಗ್ರಾಮೀಣ ಭಾಗದ ರಸ್ತೆಗಳ ದುರಸ್ತಿ ಹಾಗೂ ಚರಂಡಿ ವ್ಯವಸ್ಥೆ ಸುಧಾರಣೆಗೆ ಆದ್ಯತೆ ನೀಡಲಾಗುವುದು ಎಂದರು. ಸಭೆಯಲ್ಲಿ ಜಿಲ್ಲಾ ಮಟ್ಟದ ಅಧಿಕಾರಿಗಳು ಭಾಗವಹಿಸಿದ್ದರು. ಬಾಕಿ ಉಳಿದ ಕಾಮಗಾರಿಗಳನ್ನು ಮುಂದಿನ ತಿಂಗಳೊಳಗೆ ಪೂರ್ಣಗೊಳಿಸುವಂತೆ ಗಡುವು ನೀಡಲಾಯಿತು. — [46, 476, 322, 659]
contact-box-title: ಪತ್ರಿಕೆಗಾಗಿ ಸಂಪರ್ಕಿಸಿ — [48, 153, 321, 183]
lead-text-continued: ಕಳೆದ ಒಂಬತ್ತು ದಿನಗಳಿಂದ ಸರ್ಕಾರದ ನಿರ್ಧಾರಕ್ಕಾಗಿ ಪ್ರತಿ ಟನ್ ಕಬ್ಬಿಗೆ ಬೆಲೆ ಹೆಚ್ಚಳ ನಿಗದಿಪಡಿಸಬೇಕೆಂದು ರೈತರು ನಡೆಸುತ್ತಿದ್ದ ಹೋರಾಟಕ್ಕೆ ಗೆಲುವು ಸಿಕ್ಕಿದ್ದು, ಸರ್ಕಾರ ಆದೇಶ ಹೊರಡಿಸಿದೆ. ಸಕ್ಕರೆ ಸಚಿವ ಶಿವಾನಂದ ಪಾಟೀಲ ಅವರು ಆದೇಶ ಪ್ರತಿಯನ್ನು ಹೋರಾಟ ನಿರತ ಶ್ರೀಗಳಿಗೆ ಹಸ್ತಾಂತರಿಸಿದರು. ಗುರುವಾರ ಮುಖ್ಯಮಂತ್ರಿಗಳ ನೇತೃತ್ವದಲ್ಲಿ ನಡೆದ ಸಭೆಯಲ್ಲಿ ಕಾರ್ಖಾನೆಗಳ ಮಾಲೀಕರೊಂದಿಗೆ ಚರ್ಚಿಸಿ ಕಬ್ಬಿನ ದರ ನಿಗದಿ ಮಾಡಲಾಗಿತ್ತು. ರೈತ ಮುಖಂಡರು ಹಾಗೂ ಮಠಾಧೀಶರು ಸರ್ಕಾರದ ನಿರ್ಧಾರವನ್ನು ಸ್ವಾಗತಿಸಿದರು. ಬೆಳಗಾವಿಯ ಗುರ್ಲಾಪುರದಲ್ಲಿ ನಡೆಯುತ್ತಿದ್ದ ಧರಣಿಯಲ್ಲಿ ಸಾವಿರಾರು ರೈತರು ಪಾಲ್ಗೊಂಡಿದ್ದರು. ಹೋರಾಟ ತೀವ್ರ ಸ್ವರೂಪ ಪಡೆದುಕೊಂಡ ಹಿನ್ನೆಲೆಯಲ್ಲಿ ಸರ್ಕಾರ ತುರ್ತು ಸಭೆ ಕರೆದು ಕ್ರಮ ಕೈಗೊಂಡಿತು. ಆದೇಶ ಪ್ರತಿ ಸಿಕ್ಕ ಬಳಿಕ ರೈತರು ಹೋರಾಟ ಹಿಂಪಡೆದರು. ಕಳೆದ ಒಂಬತ್ತು ದಿನಗಳಿಂದ ನಡೆದ ಹೋರಾಟಕ್ಕೆ ರಾಜ್ಯದ ವಿವಿಧ ಭಾಗಗಳಿಂದ ಬೆಂಬಲ ವ್ಯಕ್ತವಾಗಿತ್ತು. ಗುರುವಾರ ಬೆಂಗಳೂರಿನಲ್ಲಿ ಸಕ್ಕರೆ ಕಾರ್ಖಾನೆಗಳ ಮಾಲೀಕರು, ರೈತರ ಜೊತೆ ಸಿಎಂ ಸಿದ್ದರಾಮಯ್ಯ ಸಭೆ ನಡೆಸಿದ್ದರು. ಹೆಚ್ಚುವರಿಯಾಗಿ 100ರೂ. ಬೆಲೆ ನಿಗದಿ ಮಾಡಿದ್ದರು. ನಂತರ ಮೂಡಲಗಿ ತಾಲೂಕಿನ — [620, 525, 1157, 657]
ad-welcome: ಹೃತ್ಪೂರ್ವಕ ಸುಸ್ವಾಗತ — [962, 1995, 1166, 2029]
factory-photo — [612, 751, 873, 896]
mid-story-dateline: ಚಿಕ್ಕೋಡಿ: — [350, 752, 388, 766]
mid-story-headline: ₹3350ದರ ಘೋಷಿಸಿದ ವೆಂಕಟೇಶ್ವರ ಕಾರ್ಖಾನೆ! — [350, 689, 1061, 738]
ad-welcomer-label: : ಸ್ವಾಗತ ಕೋರುವವರು : — [933, 2072, 1240, 2098]
basavanta-text: ರೈತರನ್ನು ಕಾರ್ಖಾನೆಗಳು ಹಾಗೂ ಸರ್ಕಾರ ಶೋಷಿಸುತ್ತಿವೆ. ಶಾಂತ ರೀತಿಯ ಹೋರಾಟಕ್ಕೆ ಸ್ಪಂದನೆ ಸಿಗದಿದ್ದರೆ ಹೋರಾಟ ತೀವ್ರ ಸ್ವರೂಪ ಪಡೆಯುತ್ತದೆ. ಅದಕ್ಕೆ ಸರ್ಕಾರವೇ ನೇರ ಹೊಣೆ ಎಂದು ಕಬ್ಬು ಬೆಳೆಗಾರರ ಸಂಘದ ಅಧ್ಯಕ್ಷ ಬಸವಂತ ಕಾಂಬಳೆ ಹೇಳಿದರು. ನಗರದ ವಿಜಯಪುರ-ಬೆಳಗಾವಿ ರಾಜ್ಯ ಹೆದ್ದಾರಿಯಲ್ಲಿನ ಸಂಗೊಳ್ಳಿ ರಾಯಣ್ಣ ವೃತ್ತದಲ್ಲಿ ರೈತ ಹೋರಾಟಗಾರರು ರಸ್ತೆ ತಡೆ ನಡೆಸಿ ಪ್ರತಿಭಟನೆ ನಡೆಸಿದರು. ಕಬ್ಬಿಗೆ ನ್ಯಾಯಯುತ ಬೆಲೆ ನಿಗದಿಯಾಗುವವರೆಗೂ ಹೋರಾಟ ನಿಲ್ಲುವುದಿಲ್ಲ. ಕೂಡಲೇ ರಾಜ್ಯ ಸರ್ಕಾರ ಹಾಗೂ ಕೇಂದ್ರ ಸರ್ಕಾರ ರೈತರ ಬೇಡಿಕೆಗೆ ಸ್ಪಂದಿಸಬೇಕು ಎಂದು ಆಗ್ರಹಿಸಿದರು. ಕೊಡಲೇ ರಾಜ್ಯ ಸರ್ಕಾರ ಹಾಗೂ ಕೇಂದ್ರ ಸರ್ಕಾರ ರೈತರ ಬೇಡಿಕೆಯಂತೆ ಪ್ರತಿ ಟನ್ ಕಬ್ಬಿಗೆ ಉತ್ತಮ ಬೆಲೆ ಘೋಷಣೆ ಮಾಡಬೇಕು. ರೈತ ಮುಖಂಡರು, ಕಾಂಗ್ರೆಸ್ ಮುಖಂಡರು ಸೇರಿದಂತೆ ಸಾವಿರಾರು ರೈತರು ಹೋರಾಟದಲ್ಲಿ ಭಾಗವಹಿಸಿದ್ದರು. ರಾಜ್ಯ ರೈತ ಸಂಘದ ಉಪಾಧ್ಯಕ್ಷ ಸೇರಿದಂತೆ ಅನೇಕರು ಇದ್ದರು. — [852, 1073, 1051, 1374]
mid-story-body-col3 — [883, 751, 1151, 1004]
contact-greeting: ಆತ್ಮೀಯರೇ, — [55, 187, 97, 200]
